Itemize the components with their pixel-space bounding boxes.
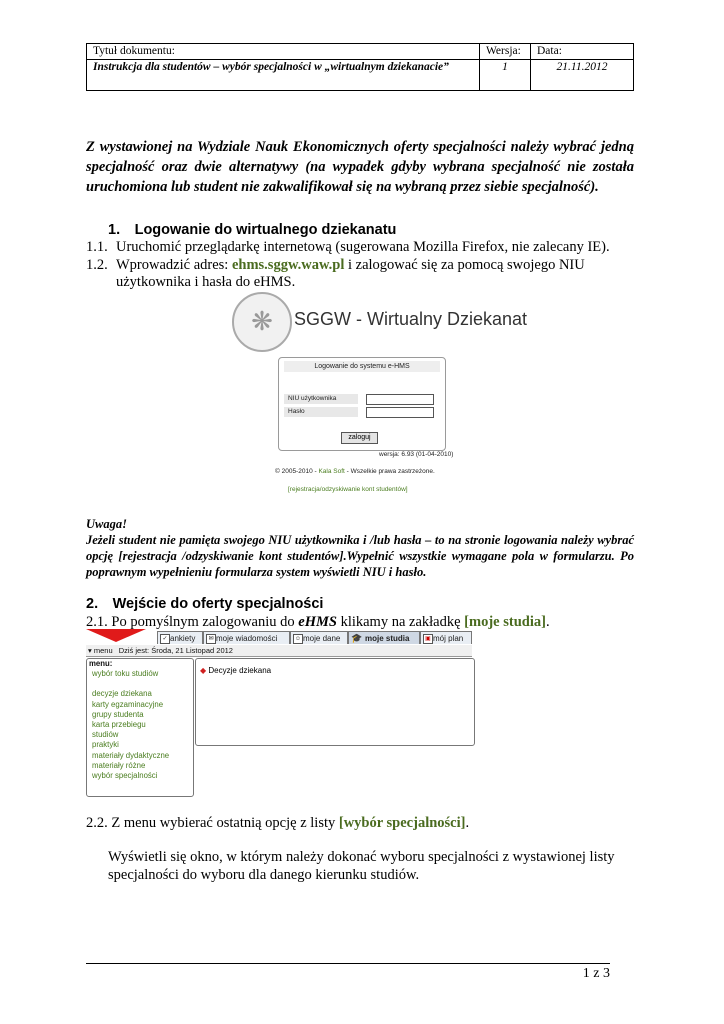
current-date: Dziś jest: Środa, 21 Listopad 2012 [118, 646, 233, 655]
niu-input[interactable] [366, 394, 434, 405]
warning-text: Jeżeli student nie pamięta swojego NIU użytkownika i /lub hasła – to na stronie logowania należy wybrać opcję [rejestracja /odzyskiwanie kont studentów].Wypełnić wszystkie wymagane pola w formularzu. Po poprawnym wypełnieniu formularza system wyświetli NIU i hasło. [86, 533, 634, 579]
copyright-prefix: © 2005-2010 - [275, 468, 319, 475]
menu-item-wybor-specjalnosci[interactable]: wybór specjalności [92, 771, 158, 781]
ehms-address-link[interactable]: ehms.sggw.waw.pl [231, 257, 345, 273]
date-value-cell: 21.11.2012 [531, 60, 634, 91]
tab-ankiety[interactable] [157, 631, 203, 644]
title-label-cell: Tytuł dokumentu: [87, 44, 480, 60]
tab-moje-studia[interactable] [348, 631, 420, 644]
smiley-icon: ☺ [294, 636, 302, 642]
menu-item[interactable]: grupy studenta [92, 709, 144, 719]
warning-title: Uwaga! [86, 517, 127, 531]
s2-item1-suffix: . [545, 614, 550, 630]
niu-label: NIU użytkownika [284, 394, 358, 404]
menu-item-wybor-toku[interactable]: wybór toku studiów [92, 669, 159, 679]
envelope-icon: ✉ [206, 634, 216, 644]
menu-spacer [87, 679, 193, 689]
section1-item1-text: Uruchomić przeglądarkę internetową (sugerowana Mozilla Firefox, nie zalecany IE). [116, 239, 610, 255]
menu-item[interactable]: materiały dydaktyczne [92, 750, 170, 760]
university-seal-logo: ❋ [232, 292, 292, 352]
menu-item[interactable]: decyzje dziekana [92, 689, 152, 699]
document-header-table [86, 43, 634, 91]
ehms-content-panel [195, 658, 475, 746]
item2-suffix: i zalogować się za pomocą swojego NIU [344, 257, 585, 273]
section1-item2-line2: użytkownika i hasła do eHMS. [116, 274, 296, 290]
s2-ehms-bold: eHMS [298, 614, 337, 630]
section2-paragraph: Wyświetli się okno, w którym należy dokonać wyboru specjalności z wystawionej listy specjalności do wyboru dla danego kierunku studiów. [108, 849, 615, 883]
menu-item[interactable]: materiały różne [92, 760, 146, 770]
s2-item2-suffix: . [465, 815, 470, 831]
footer-divider [86, 963, 610, 964]
graduation-cap-icon: 🎓 [351, 633, 363, 643]
kala-soft-link[interactable]: Kala Soft [318, 468, 345, 475]
section1-item1-number: 1.1. [86, 239, 108, 255]
s2-item1-mid: klikamy na zakładkę [336, 614, 465, 630]
s2-item2-prefix: 2.2. Z menu wybierać ostatnią opcję z listy [86, 815, 339, 831]
password-input[interactable] [366, 407, 434, 418]
version-value-cell: 1 [480, 60, 531, 91]
warning-block [86, 516, 634, 580]
menu-item[interactable]: studiów [92, 730, 119, 740]
section2-heading: 2. Wejście do oferty specjalności [86, 596, 324, 612]
password-label: Hasło [284, 407, 358, 417]
checkbox-icon: ✓ [160, 634, 170, 644]
version-text: wersja: 6.93 (01-04-2010) [379, 451, 454, 458]
ehms-date-bar [86, 645, 472, 657]
section2-item2 [86, 814, 469, 832]
version-label-cell: Wersja: [480, 44, 531, 60]
section1-item2-number: 1.2. [86, 257, 108, 273]
copyright-text [275, 468, 435, 475]
menu-toggle[interactable]: ▾ menu [88, 646, 113, 655]
copyright-suffix: - Wszelkie prawa zastrzeżone. [344, 468, 435, 475]
panel-decyzje-label: Decyzje dziekana [208, 666, 272, 675]
tab-moje-wiadomosci[interactable] [203, 631, 290, 644]
menu-title: menu: [89, 659, 113, 668]
tab-moje-dane-label: moje dane [303, 634, 341, 643]
tab-moje-dane[interactable] [290, 631, 348, 644]
login-brand-title: SGGW - Wirtualny Dziekanat [294, 309, 528, 329]
tab-ankiety-label: ankiety [170, 634, 196, 643]
register-link-text: [rejestracja/odzyskiwanie kont studentów] [288, 486, 408, 493]
section2-item1 [86, 613, 550, 631]
page-number: 1 z 3 [582, 966, 610, 981]
calendar-icon: ▣ [423, 634, 433, 644]
login-button[interactable]: zaloguj [341, 432, 378, 444]
section1-item2-text [116, 256, 585, 274]
red-diamond-icon: ◆ [200, 666, 207, 675]
register-link[interactable] [288, 486, 408, 493]
wybor-specjalnosci-link[interactable]: [wybór specjalności] [338, 815, 466, 831]
menu-toggle-label: menu [93, 646, 113, 655]
tab-moj-plan[interactable] [420, 631, 472, 644]
menu-item[interactable]: karty egzaminacyjne [92, 699, 164, 709]
tab-moje-studia-label: moje studia [365, 634, 410, 643]
s2-item1-prefix: 2.1. Po pomyślnym zalogowaniu do [86, 614, 299, 630]
panel-decyzje-item[interactable] [196, 659, 474, 675]
menu-item[interactable]: praktyki [92, 740, 119, 750]
login-box-title: Logowanie do systemu e-HMS [284, 361, 440, 372]
menu-item[interactable]: karta przebiegu [92, 720, 146, 730]
red-arrow-icon [86, 629, 146, 642]
item2-prefix: Wprowadzić adres: [116, 257, 232, 273]
date-label-cell: Data: [531, 44, 634, 60]
moje-studia-link[interactable]: [moje studia] [464, 614, 546, 630]
section1-heading: 1. Logowanie do wirtualnego dziekanatu [108, 222, 397, 238]
tab-moj-plan-label: mój plan [433, 634, 464, 643]
tab-moje-wiadomosci-label: moje wiadomości [216, 634, 278, 643]
title-value-cell: Instrukcja dla studentów – wybór specjalności w „wirtualnym dziekanacie” [87, 60, 480, 91]
ehms-menu-panel [86, 658, 194, 797]
intro-paragraph: Z wystawionej na Wydziale Nauk Ekonomicznych oferty specjalności należy wybrać jedną specjalność oraz dwie alternatywy (na wypadek gdyby wybrana specjalność nie została uruchomiona lub student nie zakwalifikował się na wybraną przez siebie specjalność). [86, 139, 634, 195]
